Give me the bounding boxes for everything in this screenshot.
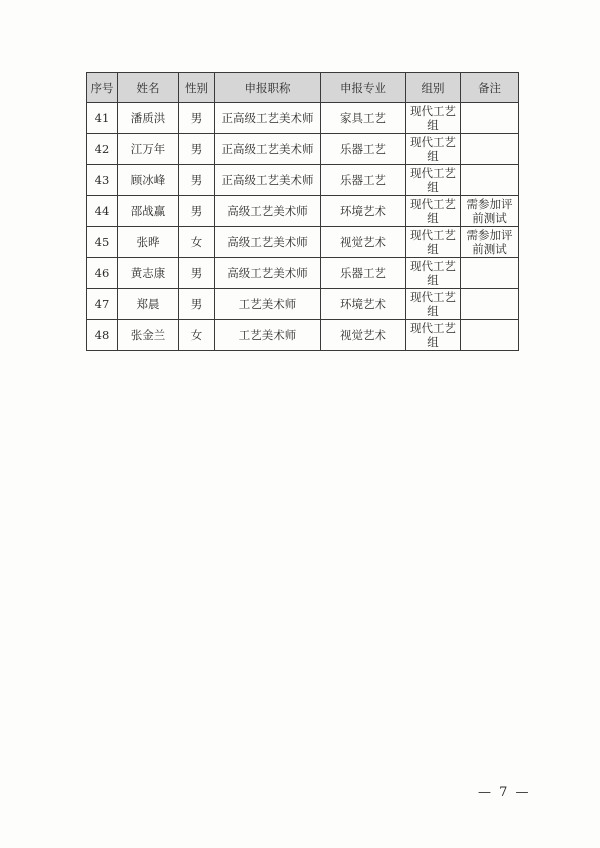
table-row [87, 227, 519, 258]
table-cell: 现代工艺组 [406, 103, 461, 134]
table-cell: 男 [179, 258, 215, 289]
table-cell: 潘质洪 [118, 103, 179, 134]
table-cell: 高级工艺美术师 [215, 196, 321, 227]
table-cell: 现代工艺组 [406, 165, 461, 196]
table-cell: 张晔 [118, 227, 179, 258]
table-cell: 张金兰 [118, 320, 179, 351]
table-row [87, 289, 519, 320]
table-row [87, 320, 519, 351]
column-header: 序号 [87, 73, 118, 103]
table-cell: 正高级工艺美术师 [215, 165, 321, 196]
table-cell: 环境艺术 [321, 196, 406, 227]
table-cell: 48 [87, 320, 118, 351]
table-row [87, 165, 519, 196]
table-header-row [87, 73, 519, 103]
table-cell: 乐器工艺 [321, 134, 406, 165]
column-header: 组别 [406, 73, 461, 103]
table-cell: 需参加评前测试 [461, 227, 519, 258]
table-cell: 高级工艺美术师 [215, 227, 321, 258]
table-cell: 现代工艺组 [406, 227, 461, 258]
table-cell: 男 [179, 165, 215, 196]
table-row [87, 103, 519, 134]
table-cell: 需参加评前测试 [461, 196, 519, 227]
table-cell: 郑晨 [118, 289, 179, 320]
table-cell: 环境艺术 [321, 289, 406, 320]
column-header: 申报专业 [321, 73, 406, 103]
table-cell: 乐器工艺 [321, 258, 406, 289]
table-cell: 现代工艺组 [406, 196, 461, 227]
table-cell [461, 289, 519, 320]
table-cell: 47 [87, 289, 118, 320]
table-cell [461, 320, 519, 351]
table-cell: 工艺美术师 [215, 289, 321, 320]
page-number: — 7 — [478, 785, 531, 800]
table-cell: 视觉艺术 [321, 227, 406, 258]
table-cell: 高级工艺美术师 [215, 258, 321, 289]
table-cell: 现代工艺组 [406, 134, 461, 165]
table-cell: 男 [179, 134, 215, 165]
column-header: 申报职称 [215, 73, 321, 103]
table-cell: 男 [179, 103, 215, 134]
table-cell: 江万年 [118, 134, 179, 165]
column-header: 备注 [461, 73, 519, 103]
table-row [87, 258, 519, 289]
table-cell: 邵战赢 [118, 196, 179, 227]
table-cell: 女 [179, 227, 215, 258]
table-cell: 女 [179, 320, 215, 351]
table-cell: 现代工艺组 [406, 258, 461, 289]
applicant-table [86, 72, 519, 351]
table-cell: 视觉艺术 [321, 320, 406, 351]
table-cell: 46 [87, 258, 118, 289]
table-cell: 乐器工艺 [321, 165, 406, 196]
table-cell: 家具工艺 [321, 103, 406, 134]
table-cell [461, 103, 519, 134]
table-cell: 现代工艺组 [406, 289, 461, 320]
table-cell: 正高级工艺美术师 [215, 134, 321, 165]
table-cell: 正高级工艺美术师 [215, 103, 321, 134]
table-cell: 41 [87, 103, 118, 134]
table-cell: 工艺美术师 [215, 320, 321, 351]
table-cell: 顾冰峰 [118, 165, 179, 196]
table-cell [461, 165, 519, 196]
column-header: 姓名 [118, 73, 179, 103]
table-cell: 现代工艺组 [406, 320, 461, 351]
table-cell: 42 [87, 134, 118, 165]
table-cell: 男 [179, 289, 215, 320]
table-cell [461, 134, 519, 165]
table-cell: 黄志康 [118, 258, 179, 289]
table-cell: 男 [179, 196, 215, 227]
table-cell [461, 258, 519, 289]
table-cell: 44 [87, 196, 118, 227]
column-header: 性别 [179, 73, 215, 103]
table-cell: 43 [87, 165, 118, 196]
table-cell: 45 [87, 227, 118, 258]
table-row [87, 134, 519, 165]
table-row [87, 196, 519, 227]
